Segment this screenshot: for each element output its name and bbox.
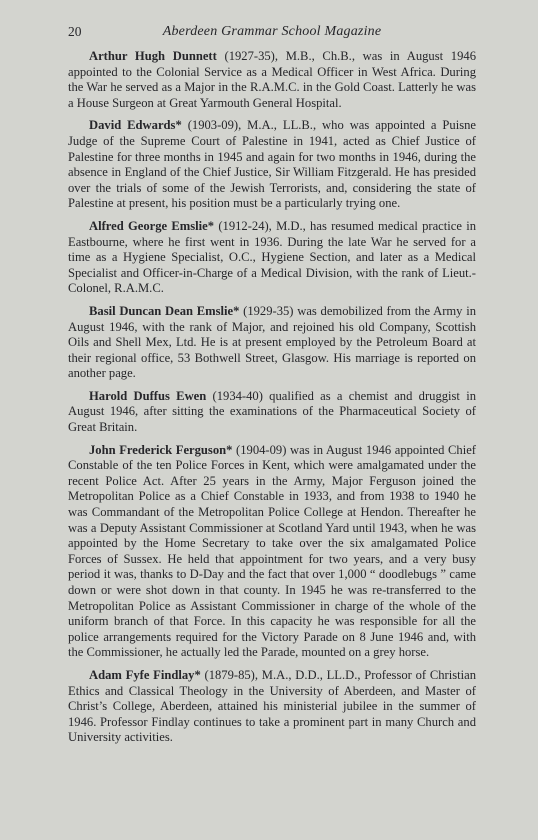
entry-text: (1934-40) qualified as a chemist and druggist in August 1946, after sitting the examinations of the Pharmaceutical Society of Great Britain. — [68, 388, 476, 435]
person-name: Harold Duffus Ewen — [89, 388, 207, 403]
entry-text: (1879-85), M.A., D.D., LL.D., Professor of Christian Ethics and Classical Theology in the University of Aberdeen, and Master of Christ’s College, Aberdeen, attained his ministerial jubilee in the summer of 1946. Professor Findlay continues to take a prominent part in many Church and University activities. — [68, 667, 477, 745]
biography-entry — [68, 219, 476, 297]
person-name: John Frederick Ferguson* — [89, 442, 233, 457]
entry-text: (1927-35), M.B., Ch.B., was in August 1946 appointed to the Colonial Service as a Medical Officer in West Africa. During the War he served as a Major in the R.A.M.C. in the Gold Coast. Latterly he was a House Surgeon at Great Yarmouth General Hospital. — [68, 49, 476, 110]
person-name: Arthur Hugh Dunnett — [89, 49, 217, 63]
entry-text: (1929-35) was demobilized from the Army in August 1946, with the rank of Major, and rejoined his old Company, Scottish Oils and Shell Mex, Ltd. He is at present employed by the Petroleum Board at their regional office, 53 Bothwell Street, Glasgow. His marriage is reported on another page. — [68, 303, 476, 381]
page-number: 20 — [68, 24, 82, 39]
biography-entry — [68, 389, 476, 436]
person-name: Alfred George Emslie* — [89, 218, 215, 233]
person-name: Adam Fyfe Findlay* — [89, 667, 201, 682]
page-body — [68, 49, 476, 753]
biography-entry — [68, 668, 476, 746]
person-name: David Edwards* — [89, 118, 182, 133]
biography-entry — [68, 304, 476, 382]
running-title: Aberdeen Grammar School Magazine — [162, 24, 382, 39]
entry-text: (1904-09) was in August 1946 appointed Chief Constable of the ten Police Forces in Kent, which were amalgamated under the recent Police Act. After 25 years in the Army, Major Ferguson joined the Metropolitan Police as a Chief Constable in 1933, and from 1938 to 1940 he was Commandant of the Metropolitan Police College at Hendon. Thereafter he was a Deputy Assistant Commissioner at Scotland Yard until 1943, when he was appointed by the Home Secretary to take over the six amalgamated Police Forces of Sussex. He held that appointment for two years, and a very busy period it was, thanks to D-Day and the fact that over 1,000 “ doodlebugs ” came down or were shot down in that county. In 1945 he was re-transferred to the Metropolitan Police as Assistant Commissioner in charge of the whole of the uniform branch of that Force. In this capacity he was responsible for all the police arrangements required for the Victory Parade on 8 June 1946 and, with the Commissioner, he actually led the Parade, mounted on a grey horse. — [68, 442, 476, 660]
page-header — [68, 24, 476, 44]
entry-text: (1912-24), M.D., has resumed medical practice in Eastbourne, where he first went in 1936. During the late War he served for a time as a Hygiene Specialist, O.C., Hygiene Section, and later as a Medical Specialist and Officer-in-Charge of a Medical Division, with the rank of Lieut.-Colonel, R.A.M.C. — [68, 218, 476, 296]
biography-entry — [68, 118, 476, 212]
biography-entry — [68, 49, 476, 111]
biography-entry — [68, 443, 476, 661]
person-name: Basil Duncan Dean Emslie* — [89, 303, 240, 318]
entry-text: (1903-09), M.A., LL.B., who was appointed a Puisne Judge of the Supreme Court of Palestine in 1941, acted as Chief Justice of Palestine for three months in 1945 and again for two months in 1946, during the absence in England of the Chief Justice, Sir William Fitzgerald. He has presided over the trials of some of the Jewish Terrorists, and, considering the state of Palestine at present, his position must be a particularly trying one. — [68, 118, 477, 211]
